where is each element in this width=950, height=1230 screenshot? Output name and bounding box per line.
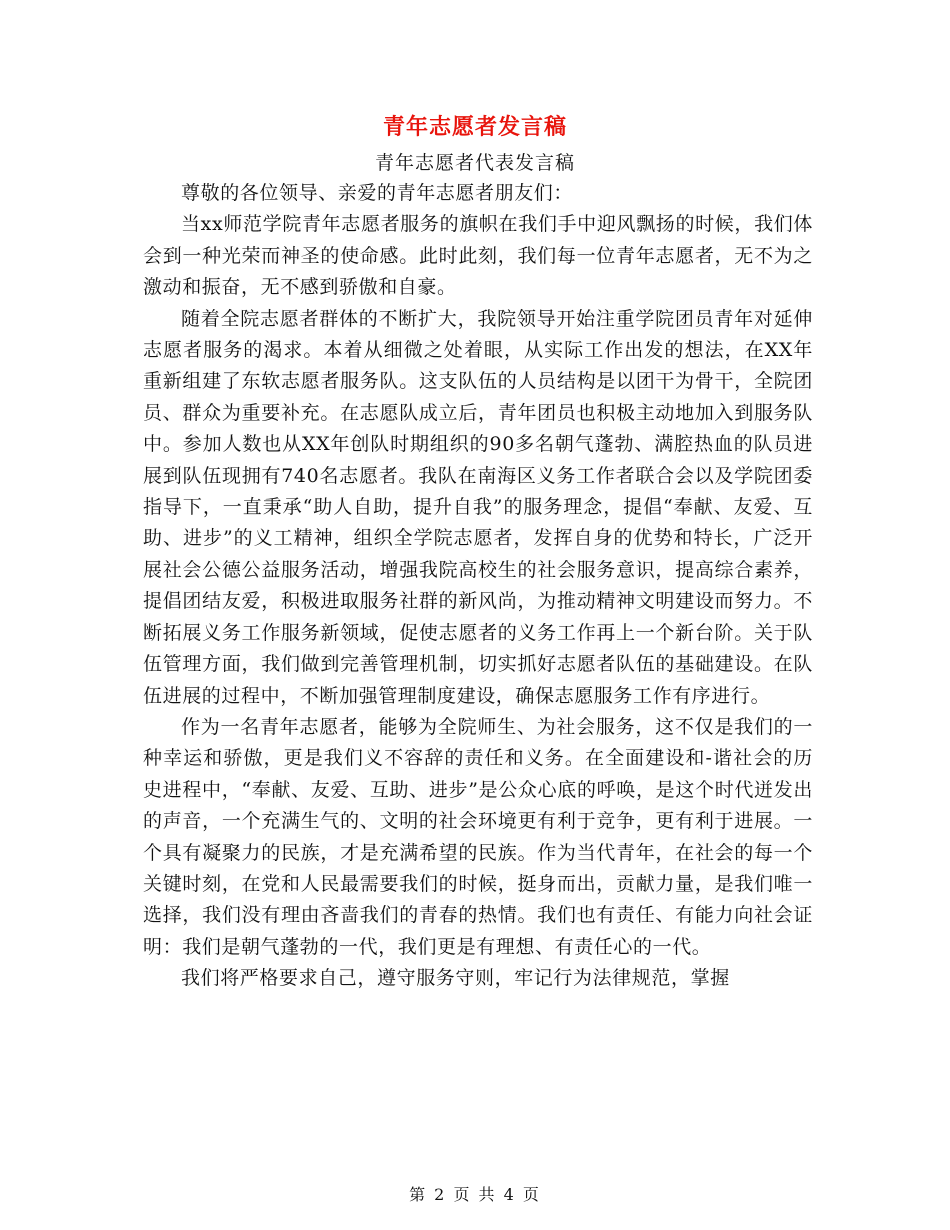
body-paragraph: 随着全院志愿者群体的不断扩大，我院领导开始注重学院团员青年对延伸志愿者服务的渴求。本着从细微之处着眼，从实际工作出发的想法，在XX年重新组建了东软志愿者服务队。这支队伍的人员结构是以团干为骨干，全院团员、群众为重要补充。在志愿队成立后，青年团员也积极主动地加入到服务队中。参加人数也从XX年创队时期组织的90多名朝气蓬勃、满腔热血的队员进展到队伍现拥有740名志愿者。我队在南海区义务工作者联合会以及学院团委指导下，一直秉承“助人自助，提升自我”的服务理念，提倡“奉献、友爱、互助、进步”的义工精神，组织全学院志愿者，发挥自身的优势和特长，广泛开展社会公德公益服务活动，增强我院高校生的社会服务意识，提高综合素养，提倡团结友爱，积极进取服务社群的新风尚，为推动精神文明建设而努力。不断拓展义务工作服务新领域，促使志愿者的义务工作再上一个新台阶。关于队伍管理方面，我们做到完善管理机制，切实抓好志愿者队伍的基础建设。在队伍进展的过程中，不断加强管理制度建设，确保志愿服务工作有序进行。	[143, 307, 813, 707]
body-paragraph: 尊敬的各位领导、亲爱的青年志愿者朋友们：	[181, 182, 574, 204]
document-subtitle: 青年志愿者代表发言稿	[374, 152, 575, 174]
body-paragraph: 我们将严格要求自己，遵守服务守则，牢记行为法律规范，掌握	[181, 967, 730, 990]
document-title: 青年志愿者发言稿	[382, 114, 567, 140]
body-paragraph: 作为一名青年志愿者，能够为全院师生、为社会服务，这不仅是我们的一种幸运和骄傲，更是我们义不容辞的责任和义务。在全面建设和-谐社会的历史进程中，“奉献、友爱、互助、进步”是公众心底的呼唤，是这个时代迸发出的声音，一个充满生气的、文明的社会环境更有利于竞争，更有利于进展。一个具有凝聚力的民族，才是充满希望的民族。作为当代青年，在社会的每一个关键时刻，在党和人民最需要我们的时候，挺身而出，贡献力量，是我们唯一选择，我们没有理由吝啬我们的青春的热情。我们也有责任、有能力向社会证明：我们是朝气蓬勃的一代，我们更是有理想、有责任心的一代。	[143, 715, 813, 958]
document-body	[143, 178, 813, 995]
page-number: 第 2 页 共 4 页	[409, 1185, 541, 1204]
body-paragraph: 当xx师范学院青年志愿者服务的旗帜在我们手中迎风飘扬的时候，我们体会到一种光荣而神圣的使命感。此时此刻，我们每一位青年志愿者，无不为之激动和振奋，无不感到骄傲和自豪。	[143, 213, 813, 299]
